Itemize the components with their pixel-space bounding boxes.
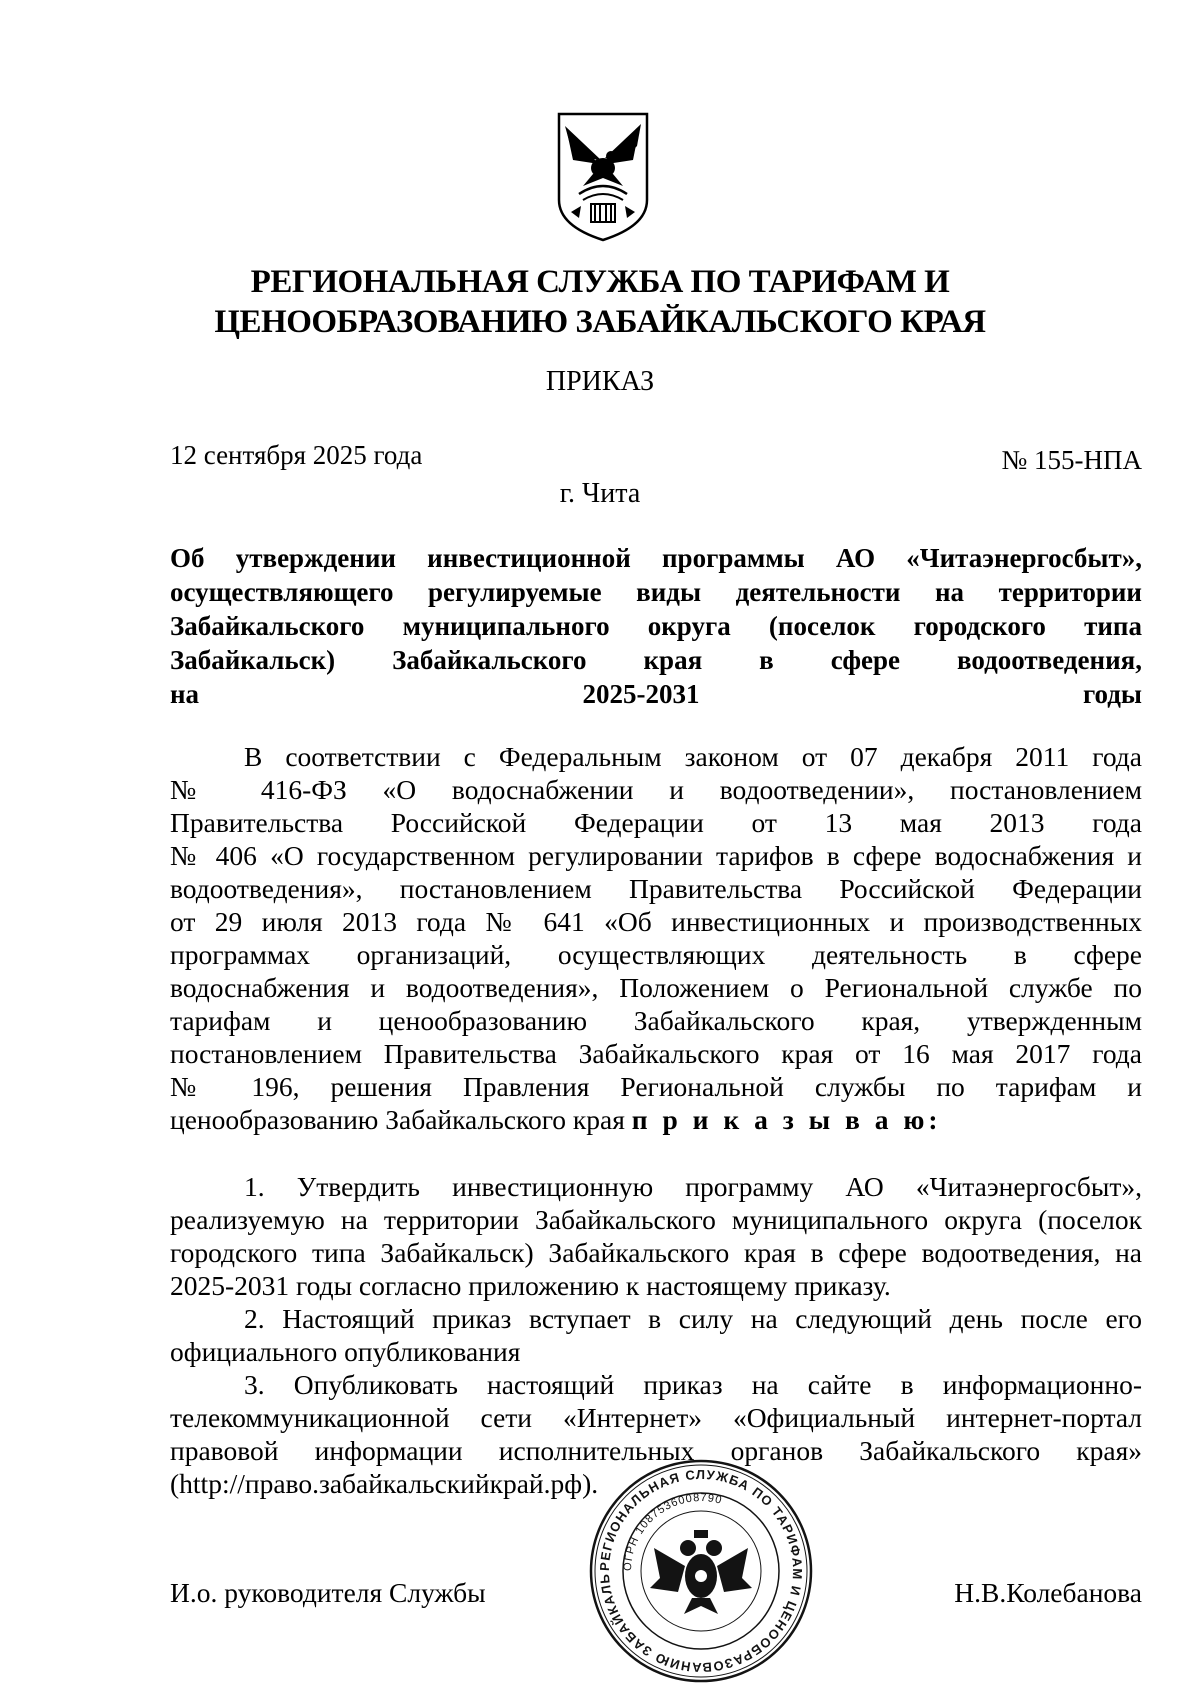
title-line: Забайкальск) Забайкальского края в сфере водоотведения, bbox=[170, 645, 1142, 675]
item-line: 2. Настоящий приказ вступает в силу на следующий день после его bbox=[244, 1303, 1142, 1334]
item-line: правовой информации исполнительных органов Забайкальского края» bbox=[170, 1435, 1142, 1466]
preamble-line: водоотведения», постановлением Правительства Российской Федерации bbox=[170, 873, 1142, 904]
preamble-line: № 406 «О государственном регулировании тарифов в сфере водоснабжения и bbox=[170, 840, 1142, 871]
preamble-last-text: ценообразованию Забайкальского края bbox=[170, 1104, 625, 1135]
preamble-line: В соответствии с Федеральным законом от 07 декабря 2011 года bbox=[244, 741, 1142, 772]
coat-of-arms-emblem bbox=[553, 108, 653, 243]
seal-outer-text: РЕГИОНАЛЬНАЯ СЛУЖБА ПО ТАРИФАМ И ЦЕНООБРАЗОВАНИЮ ЗАБАЙКАЛЬ bbox=[596, 1466, 806, 1676]
document-number: № 155-НПА bbox=[1001, 445, 1142, 475]
order-word: п р и к а з ы в а ю: bbox=[631, 1104, 942, 1135]
preamble-line: постановлением Правительства Забайкальского края от 16 мая 2017 года bbox=[170, 1038, 1142, 1069]
preamble-line: от 29 июля 2013 года № 641 «Об инвестиционных и производственных bbox=[170, 906, 1142, 937]
official-seal bbox=[588, 1458, 814, 1684]
document-type: ПРИКАЗ bbox=[545, 366, 655, 397]
title-line: на 2025-2031 годы bbox=[170, 679, 1142, 709]
preamble-line: тарифам и ценообразованию Забайкальского края, утвержденным bbox=[170, 1005, 1142, 1036]
title-line: Об утверждении инвестиционной программы АО «Читаэнергосбыт», bbox=[170, 543, 1142, 573]
item-line: городского типа Забайкальск) Забайкальского края в сфере водоотведения, на bbox=[170, 1237, 1142, 1268]
preamble-line: № 196, решения Правления Региональной службы по тарифам и bbox=[170, 1071, 1142, 1102]
header-line-2: ЦЕНООБРАЗОВАНИЮ ЗАБАЙКАЛЬСКОГО КРАЯ bbox=[214, 304, 986, 340]
preamble-line: Правительства Российской Федерации от 13 мая 2013 года bbox=[170, 807, 1142, 838]
preamble-line: программах организаций, осуществляющих деятельность в сфере bbox=[170, 939, 1142, 970]
item-line: (http://право.забайкальскийкрай.рф). bbox=[170, 1468, 599, 1499]
header-line-1: РЕГИОНАЛЬНАЯ СЛУЖБА ПО ТАРИФАМ И bbox=[250, 264, 950, 300]
preamble-last-line bbox=[170, 1104, 942, 1136]
item-line: 3. Опубликовать настоящий приказ на сайте в информационно- bbox=[244, 1369, 1142, 1400]
title-line: осуществляющего регулируемые виды деятельности на территории bbox=[170, 577, 1142, 607]
seal-inner-text: ОГРН 1087536008790 bbox=[621, 1491, 724, 1572]
signature-name: Н.В.Колебанова bbox=[954, 1577, 1142, 1608]
preamble-line: водоснабжения и водоотведения», Положением о Региональной службе по bbox=[170, 972, 1142, 1003]
signature-position: И.о. руководителя Службы bbox=[170, 1577, 486, 1608]
title-line: Забайкальского муниципального округа (поселок городского типа bbox=[170, 611, 1142, 641]
document-city: г. Чита bbox=[559, 478, 641, 509]
document-date: 12 сентября 2025 года bbox=[170, 440, 423, 470]
seal-eagle-icon bbox=[650, 1530, 752, 1614]
item-line: 1. Утвердить инвестиционную программу АО «Читаэнергосбыт», bbox=[244, 1171, 1142, 1202]
item-line: телекоммуникационной сети «Интернет» «Официальный интернет-портал bbox=[170, 1402, 1142, 1433]
item-line: реализуемую на территории Забайкальского муниципального округа (поселок bbox=[170, 1204, 1142, 1235]
preamble-line: № 416-ФЗ «О водоснабжении и водоотведении», постановлением bbox=[170, 774, 1142, 805]
item-line: 2025-2031 годы согласно приложению к настоящему приказу. bbox=[170, 1270, 891, 1301]
item-line: официального опубликования bbox=[170, 1336, 521, 1367]
